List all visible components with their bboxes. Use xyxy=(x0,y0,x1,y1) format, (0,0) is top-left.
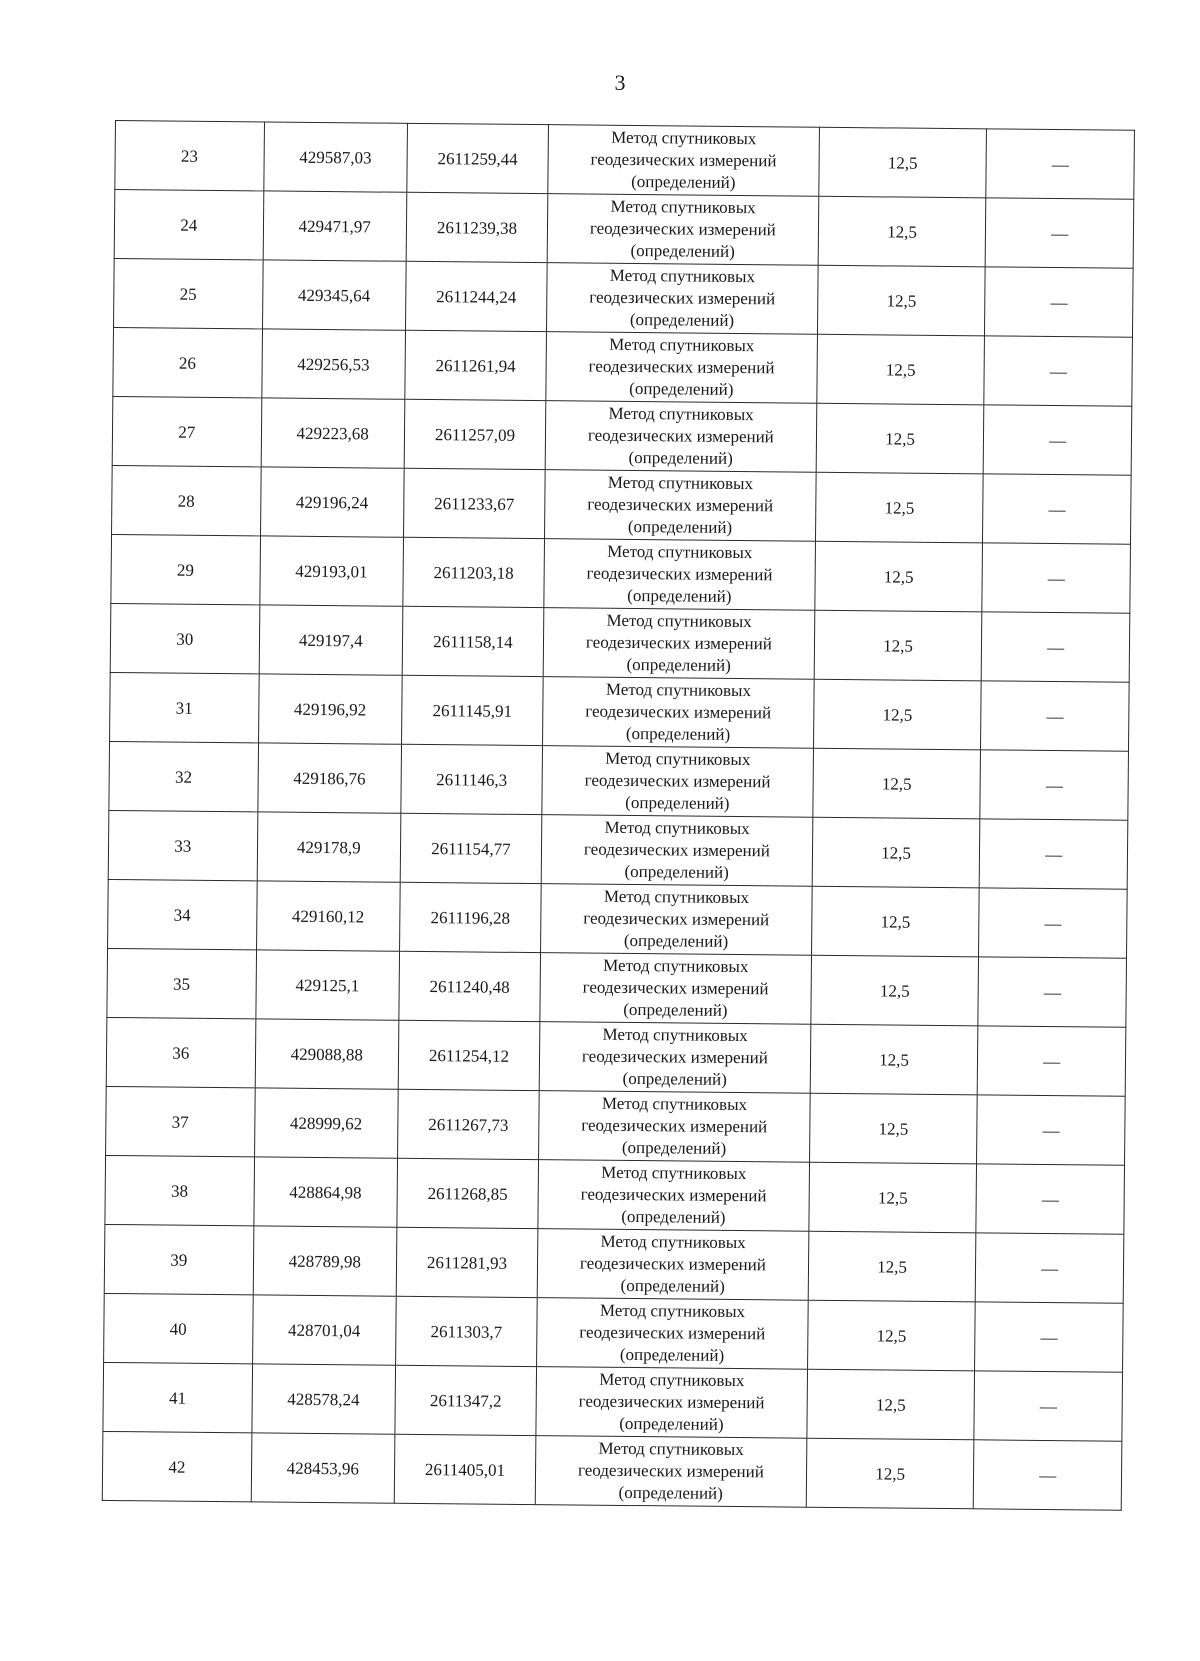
table-row xyxy=(109,741,1129,820)
x-coordinate-cell: 428701,04 xyxy=(252,1295,396,1365)
accuracy-cell: 12,5 xyxy=(817,334,985,405)
method-line: (определений) xyxy=(618,1482,723,1503)
method-line: (определений) xyxy=(629,378,734,399)
method-cell xyxy=(541,884,812,956)
y-coordinate-cell: 2611257,09 xyxy=(404,399,546,469)
point-number-cell: 34 xyxy=(108,879,257,949)
note-cell: — xyxy=(976,1164,1124,1234)
method-cell xyxy=(545,401,816,473)
accuracy-cell: 12,5 xyxy=(811,886,979,957)
point-number-cell: 26 xyxy=(113,327,262,397)
point-number-cell: 31 xyxy=(110,672,259,742)
method-line: геодезических измерений xyxy=(585,632,772,654)
table-row xyxy=(107,948,1127,1027)
method-line: (определений) xyxy=(627,516,733,537)
table-row xyxy=(103,1362,1123,1441)
method-line: (определений) xyxy=(631,171,736,192)
y-coordinate-cell: 2611240,48 xyxy=(399,951,541,1021)
table-row xyxy=(104,1293,1124,1372)
method-cell xyxy=(546,332,817,404)
accuracy-cell: 12,5 xyxy=(818,196,986,267)
method-line: (определений) xyxy=(623,930,729,951)
method-line: Метод спутниковых xyxy=(603,955,749,977)
accuracy-cell: 12,5 xyxy=(812,817,980,888)
x-coordinate-cell: 429178,9 xyxy=(257,812,401,882)
table-body xyxy=(102,121,1134,1511)
method-line: геодезических измерений xyxy=(583,839,770,861)
method-line: геодезических измерений xyxy=(587,425,774,447)
point-number-cell: 23 xyxy=(115,121,264,191)
method-cell xyxy=(539,1091,810,1163)
method-line: геодезических измерений xyxy=(589,218,776,240)
point-number-cell: 27 xyxy=(112,396,261,466)
point-number-cell: 30 xyxy=(110,603,259,673)
table-row xyxy=(111,534,1131,613)
method-line: (определений) xyxy=(620,1275,725,1296)
point-number-cell: 42 xyxy=(102,1431,251,1501)
table-row xyxy=(104,1224,1124,1303)
accuracy-cell: 12,5 xyxy=(813,748,981,819)
method-line: Метод спутниковых xyxy=(600,1231,746,1253)
accuracy-cell: 12,5 xyxy=(808,1231,976,1302)
accuracy-cell: 12,5 xyxy=(815,472,983,543)
table-row xyxy=(106,1086,1126,1165)
note-cell: — xyxy=(982,543,1130,613)
note-cell: — xyxy=(977,1095,1125,1165)
method-line: (определений) xyxy=(625,723,731,744)
method-cell xyxy=(539,1022,810,1094)
method-line: Метод спутниковых xyxy=(609,334,755,356)
table-row xyxy=(110,672,1130,751)
method-line: (определений) xyxy=(623,999,728,1020)
accuracy-cell: 12,5 xyxy=(813,679,981,750)
note-cell: — xyxy=(985,267,1133,337)
accuracy-cell: 12,5 xyxy=(814,610,982,681)
note-cell: — xyxy=(976,1233,1124,1303)
method-line: Метод спутниковых xyxy=(606,610,752,632)
method-line: Метод спутниковых xyxy=(604,817,750,839)
y-coordinate-cell: 2611268,85 xyxy=(397,1158,539,1228)
method-line: Метод спутниковых xyxy=(605,679,752,701)
point-number-cell: 40 xyxy=(104,1293,253,1363)
table-row xyxy=(108,879,1128,958)
method-cell xyxy=(536,1367,807,1439)
x-coordinate-cell: 429196,24 xyxy=(260,467,404,537)
point-number-cell: 29 xyxy=(111,534,260,604)
x-coordinate-cell: 428789,98 xyxy=(253,1226,397,1296)
x-coordinate-cell: 429587,03 xyxy=(263,122,407,192)
method-line: Метод спутниковых xyxy=(607,472,754,494)
method-line: (определений) xyxy=(624,861,729,882)
x-coordinate-cell: 429345,64 xyxy=(262,260,406,330)
point-number-cell: 33 xyxy=(108,810,257,880)
method-line: геодезических измерений xyxy=(583,908,770,930)
method-cell xyxy=(547,263,818,335)
method-line: геодезических измерений xyxy=(585,701,772,723)
x-coordinate-cell: 429196,92 xyxy=(258,674,402,744)
x-coordinate-cell: 428999,62 xyxy=(254,1088,398,1158)
method-cell xyxy=(543,677,814,749)
method-line: Метод спутниковых xyxy=(601,1162,747,1184)
point-number-cell: 25 xyxy=(114,258,263,328)
accuracy-cell: 12,5 xyxy=(809,1162,977,1233)
method-line: Метод спутниковых xyxy=(601,1093,748,1115)
method-cell xyxy=(542,746,813,818)
point-number-cell: 28 xyxy=(112,465,261,535)
method-line: (определений) xyxy=(629,309,735,330)
method-line: геодезических измерений xyxy=(580,1184,767,1206)
x-coordinate-cell: 429186,76 xyxy=(257,743,401,813)
method-line: геодезических измерений xyxy=(589,287,776,309)
point-number-cell: 32 xyxy=(109,741,258,811)
coordinates-table xyxy=(102,120,1135,1511)
note-cell: — xyxy=(982,612,1130,682)
table-row xyxy=(106,1017,1126,1096)
accuracy-cell: 12,5 xyxy=(807,1369,975,1440)
method-cell xyxy=(538,1160,809,1232)
note-cell: — xyxy=(980,750,1128,820)
method-line: геодезических измерений xyxy=(584,770,771,792)
method-line: Метод спутниковых xyxy=(603,886,750,908)
method-line: (определений) xyxy=(622,1068,727,1089)
method-line: Метод спутниковых xyxy=(605,748,751,770)
accuracy-cell: 12,5 xyxy=(819,127,987,198)
accuracy-cell: 12,5 xyxy=(815,541,983,612)
x-coordinate-cell: 428578,24 xyxy=(251,1364,395,1434)
x-coordinate-cell: 428864,98 xyxy=(253,1157,397,1227)
x-coordinate-cell: 429197,4 xyxy=(259,605,403,675)
method-line: Метод спутниковых xyxy=(602,1024,748,1046)
x-coordinate-cell: 429160,12 xyxy=(256,881,400,951)
x-coordinate-cell: 429223,68 xyxy=(261,398,405,468)
method-line: геодезических измерений xyxy=(578,1391,765,1413)
method-cell xyxy=(537,1229,808,1301)
method-line: Метод спутниковых xyxy=(599,1369,745,1391)
y-coordinate-cell: 2611261,94 xyxy=(405,330,547,400)
table-row xyxy=(114,258,1134,337)
x-coordinate-cell: 429256,53 xyxy=(261,329,405,399)
y-coordinate-cell: 2611146,3 xyxy=(401,744,543,814)
note-cell: — xyxy=(984,405,1132,475)
accuracy-cell: 12,5 xyxy=(811,955,979,1026)
point-number-cell: 37 xyxy=(106,1086,255,1156)
method-cell xyxy=(545,470,816,542)
y-coordinate-cell: 2611203,18 xyxy=(403,537,545,607)
y-coordinate-cell: 2611347,2 xyxy=(395,1365,537,1435)
point-number-cell: 38 xyxy=(105,1155,254,1225)
note-cell: — xyxy=(980,819,1128,889)
method-line: (определений) xyxy=(619,1413,724,1434)
y-coordinate-cell: 2611145,91 xyxy=(401,675,543,745)
note-cell: — xyxy=(975,1302,1123,1372)
point-number-cell: 41 xyxy=(103,1362,252,1432)
method-line: (определений) xyxy=(626,654,731,675)
y-coordinate-cell: 2611239,38 xyxy=(406,192,548,262)
method-line: Метод спутниковых xyxy=(611,127,757,149)
method-cell xyxy=(540,953,811,1025)
point-number-cell: 24 xyxy=(114,190,263,260)
method-line: Метод спутниковых xyxy=(609,265,756,287)
method-cell xyxy=(547,194,818,266)
note-cell: — xyxy=(984,336,1132,406)
point-number-cell: 35 xyxy=(107,948,256,1018)
method-line: (определений) xyxy=(627,585,732,606)
method-line: геодезических измерений xyxy=(582,977,769,999)
method-cell xyxy=(541,815,812,887)
method-cell xyxy=(543,608,814,680)
x-coordinate-cell: 429125,1 xyxy=(255,950,399,1020)
method-cell xyxy=(548,125,819,197)
method-cell xyxy=(537,1298,808,1370)
y-coordinate-cell: 2611196,28 xyxy=(399,882,541,952)
table-row xyxy=(114,190,1134,269)
method-line: (определений) xyxy=(630,240,735,261)
accuracy-cell: 12,5 xyxy=(816,403,984,474)
accuracy-cell: 12,5 xyxy=(810,1024,978,1095)
method-line: геодезических измерений xyxy=(581,1046,768,1068)
table-row xyxy=(105,1155,1125,1234)
x-coordinate-cell: 429088,88 xyxy=(255,1019,399,1089)
table-row xyxy=(108,810,1128,889)
table-row xyxy=(102,1431,1122,1510)
method-line: (определений) xyxy=(621,1206,726,1227)
method-line: геодезических измерений xyxy=(577,1460,764,1482)
y-coordinate-cell: 2611254,12 xyxy=(398,1020,540,1090)
note-cell: — xyxy=(978,957,1126,1027)
method-line: (определений) xyxy=(625,792,730,813)
method-line: геодезических измерений xyxy=(587,494,774,516)
method-line: Метод спутниковых xyxy=(598,1438,744,1460)
table-row xyxy=(113,327,1133,406)
method-line: Метод спутниковых xyxy=(607,541,753,563)
method-line: геодезических измерений xyxy=(590,149,777,171)
y-coordinate-cell: 2611154,77 xyxy=(400,813,542,883)
point-number-cell: 39 xyxy=(104,1224,253,1294)
note-cell: — xyxy=(974,1371,1122,1441)
method-line: (определений) xyxy=(619,1344,725,1365)
y-coordinate-cell: 2611303,7 xyxy=(395,1296,537,1366)
accuracy-cell: 12,5 xyxy=(809,1093,977,1164)
y-coordinate-cell: 2611158,14 xyxy=(402,606,544,676)
note-cell: — xyxy=(974,1440,1122,1510)
method-line: геодезических измерений xyxy=(588,356,775,378)
y-coordinate-cell: 2611281,93 xyxy=(396,1227,538,1297)
table-row xyxy=(112,396,1132,475)
x-coordinate-cell: 429193,01 xyxy=(259,536,403,606)
y-coordinate-cell: 2611259,44 xyxy=(407,123,549,193)
y-coordinate-cell: 2611405,01 xyxy=(394,1434,536,1504)
method-line: (определений) xyxy=(628,447,733,468)
y-coordinate-cell: 2611267,73 xyxy=(397,1089,539,1159)
method-line: геодезических измерений xyxy=(581,1115,768,1137)
note-cell: — xyxy=(978,1026,1126,1096)
method-line: геодезических измерений xyxy=(586,563,773,585)
table-row xyxy=(110,603,1130,682)
method-line: Метод спутниковых xyxy=(599,1300,746,1322)
method-line: Метод спутниковых xyxy=(610,196,756,218)
method-line: (определений) xyxy=(621,1137,727,1158)
point-number-cell: 36 xyxy=(106,1017,255,1087)
method-line: геодезических измерений xyxy=(579,1322,766,1344)
y-coordinate-cell: 2611233,67 xyxy=(403,468,545,538)
note-cell: — xyxy=(981,681,1129,751)
accuracy-cell: 12,5 xyxy=(807,1300,975,1371)
note-cell: — xyxy=(979,888,1127,958)
method-line: Метод спутниковых xyxy=(608,403,754,425)
method-cell xyxy=(544,539,815,611)
note-cell: — xyxy=(983,474,1131,544)
table-row xyxy=(112,465,1132,544)
x-coordinate-cell: 428453,96 xyxy=(251,1433,395,1503)
method-cell xyxy=(535,1436,806,1508)
note-cell: — xyxy=(986,129,1134,199)
page-number: 3 xyxy=(614,70,626,95)
x-coordinate-cell: 429471,97 xyxy=(263,191,407,261)
accuracy-cell: 12,5 xyxy=(806,1438,974,1509)
note-cell: — xyxy=(986,198,1134,268)
table-row xyxy=(115,121,1135,200)
method-line: геодезических измерений xyxy=(579,1253,766,1275)
accuracy-cell: 12,5 xyxy=(817,265,985,336)
y-coordinate-cell: 2611244,24 xyxy=(405,261,547,331)
